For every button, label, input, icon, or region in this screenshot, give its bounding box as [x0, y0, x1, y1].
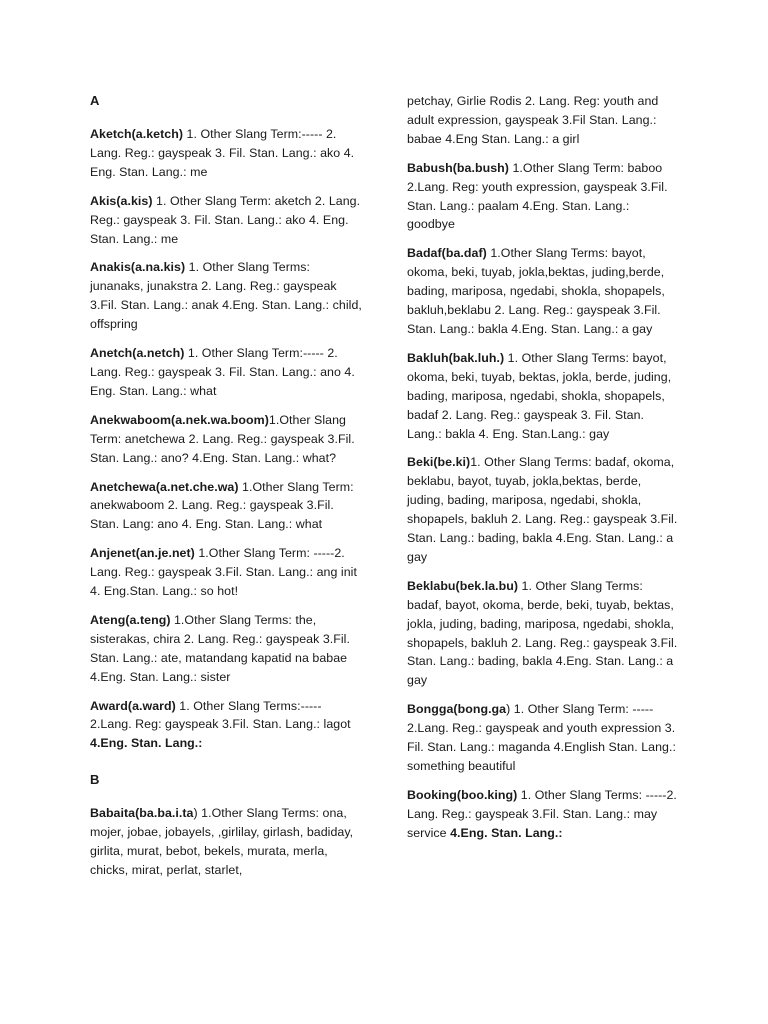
- entry-definition: 1. Other Slang Terms:----- 2.Lang. Reg: gayspeak 3.Fil. Stan. Lang.: lagot: [90, 698, 351, 732]
- glossary-entry: [407, 577, 679, 690]
- entry-definition: 1. Other Slang Terms: -----2. Lang. Reg.: gayspeak 3.Fil. Stan. Lang.: may service: [407, 787, 677, 840]
- entry-term: Anjenet(an.je.net): [90, 546, 195, 561]
- entry-term: Beki(be.ki): [407, 455, 471, 470]
- entry-term: Anetchewa(a.net.che.wa): [90, 479, 239, 494]
- entry-definition: 1.Other Slang Term: anekwaboom 2. Lang. Reg.: gayspeak 3.Fil. Stan. Lang: ano 4. Eng. Stan. Lang.: what: [90, 479, 354, 532]
- entry-definition: 1. Other Slang Terms: badaf, okoma, beklabu, bayot, tuyab, jokla,bektas, berde, juding, bading, mariposa, ngedabi, shokla, shopapels, bakluh 2. Lang. Reg.: gayspeak 3.Fil. Stan. Lang.: bading, bakla 4.Eng. Stan. Lang.: a gay: [407, 455, 678, 564]
- glossary-entry: [407, 349, 679, 444]
- entry-term: Bongga(bong.ga: [407, 702, 507, 717]
- entry-term: Babaita(ba.ba.i.ta: [90, 806, 194, 821]
- glossary-entry: [90, 611, 362, 687]
- entry-definition: 1.Other Slang Terms: bayot, okoma, beki, tuyab, jokla,bektas, juding,berde, bading, mariposa, ngedabi, shokla, shopapels, bakluh,beklabu 2. Lang. Reg.: gayspeak 3.Fil. Stan. Lang.: bakla 4.Eng. Stan. Lang.: a gay: [407, 246, 665, 336]
- entry-trailing-label: 4.Eng. Stan. Lang.:: [90, 736, 203, 751]
- left-column: [90, 92, 362, 890]
- entry-definition: 1. Other Slang Term:----- 2. Lang. Reg.: gayspeak 3. Fil. Stan. Lang.: ano 4. Eng. Stan. Lang.: what: [90, 346, 355, 398]
- entry-term: Badaf(ba.daf): [407, 246, 487, 261]
- section-letter-b: B: [90, 772, 100, 788]
- glossary-entry: [90, 192, 362, 249]
- glossary-entry: [90, 411, 362, 468]
- glossary-entry: [90, 258, 362, 334]
- entry-definition: 1. Other Slang Term:----- 2. Lang. Reg.: gayspeak 3. Fil. Stan. Lang.: ako 4. Eng. Stan. Lang.: me: [90, 127, 355, 179]
- glossary-entry: [407, 244, 679, 339]
- glossary-entry: [407, 786, 679, 843]
- entry-definition: 1.Other Slang Term: baboo 2.Lang. Reg: youth expression, gayspeak 3.Fil. Stan. Lang.: paalam 4.Eng. Stan. Lang.: goodbye: [407, 160, 668, 232]
- entry-definition: 1. Other Slang Term: aketch 2. Lang. Reg.: gayspeak 3. Fil. Stan. Lang.: ako 4. Eng. Stan. Lang.: me: [90, 193, 361, 246]
- entry-term: Booking(boo.king): [407, 787, 518, 802]
- entry-term: Anakis(a.na.kis): [90, 260, 186, 275]
- entry-definition: ) 1.Other Slang Terms: ona, mojer, jobae, jobayels, ,girlilay, girlash, badiday, girlita, murat, bebot, bekels, murata, merla, chicks, mirat, perlat, starlet,: [90, 806, 354, 877]
- entry-term: Aketch(a.ketch): [90, 127, 184, 141]
- entry-term: Babush(ba.bush): [407, 160, 509, 175]
- entry-continuation: petchay, Girlie Rodis 2. Lang. Reg: youth and adult expression, gayspeak 3.Fil Stan. Lang.: babae 4.Eng Stan. Lang.: a girl: [407, 94, 659, 146]
- glossary-entry: [90, 478, 362, 535]
- entry-term: Akis(a.kis): [90, 193, 153, 208]
- glossary-entry: [90, 804, 362, 880]
- entry-definition: 1. Other Slang Terms: bayot, okoma, beki, tuyab, bektas, jokla, berde, juding, bading, mariposa, ngedabi, shokla, shopapels, badaf 2. Lang. Reg.: gayspeak 3. Fil. Stan. Lang.: bakla 4. Eng. Stan.Lang.: gay: [407, 350, 672, 441]
- right-column: [407, 92, 679, 853]
- glossary-entry: [90, 697, 362, 754]
- glossary-entry: [407, 159, 679, 235]
- glossary-entry: [90, 125, 362, 182]
- entry-definition: 1. Other Slang Terms: badaf, bayot, okoma, berde, beki, tuyab, bektas, jokla, juding, bading, mariposa, ngedabi, shokla, shopapels, bakluh 2. Lang. Reg.: gayspeak 3.Fil. Stan. Lang.: bading, bakla 4.Eng. Stan. Lang.: a gay: [407, 578, 678, 688]
- entry-term: Beklabu(bek.la.bu): [407, 578, 519, 593]
- entry-definition: 1.Other Slang Term: -----2. Lang. Reg.: gayspeak 3.Fil. Stan. Lang.: ang init 4. Eng.Stan. Lang.: so hot!: [90, 546, 357, 599]
- glossary-entry: [407, 453, 679, 566]
- entry-definition: 1.Other Slang Terms: the, sisterakas, chira 2. Lang. Reg.: gayspeak 3.Fil. Stan. Lang.: ate, matandang kapatid na babae 4.Eng. Stan. Lang.: sister: [90, 612, 350, 684]
- entry-definition: 1.Other Slang Term: anetchewa 2. Lang. Reg.: gayspeak 3.Fil. Stan. Lang.: ano? 4.Eng. Stan. Lang.: what?: [90, 412, 355, 465]
- section-letter-a: A: [90, 93, 100, 108]
- entry-term: Anekwaboom(a.nek.wa.boom): [90, 412, 269, 427]
- entry-term: Anetch(a.netch): [90, 346, 185, 361]
- entry-definition: ) 1. Other Slang Term: ----- 2.Lang. Reg.: gayspeak and youth expression 3. Fil. Stan. Lang.: maganda 4.English Stan. Lang.: something beautiful: [407, 702, 676, 773]
- entry-term: Award(a.ward): [90, 698, 176, 713]
- entry-definition: 1. Other Slang Terms: junanaks, junakstra 2. Lang. Reg.: gayspeak 3.Fil. Stan. Lang.: anak 4.Eng. Stan. Lang.: child, offspring: [90, 260, 362, 332]
- glossary-entry: [407, 700, 679, 776]
- entry-term: Bakluh(bak.luh.): [407, 350, 505, 365]
- glossary-entry: [90, 344, 362, 401]
- glossary-entry: [90, 544, 362, 601]
- entry-term: Ateng(a.teng): [90, 612, 171, 627]
- entry-trailing-label: 4.Eng. Stan. Lang.:: [450, 825, 563, 840]
